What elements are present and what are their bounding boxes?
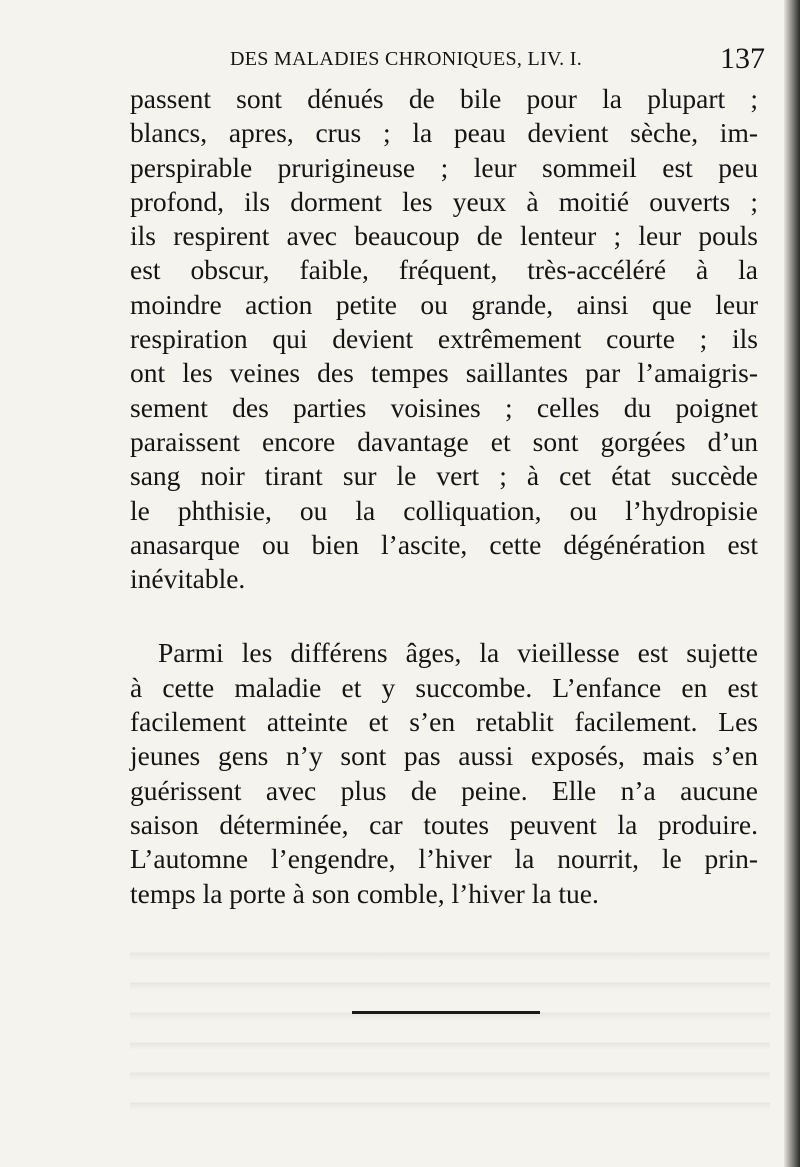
text-line: saison déterminée, car toutes peuvent la produire. — [130, 808, 758, 840]
running-title: DES MALADIES CHRONIQUES, LIV. I. — [230, 48, 583, 70]
page-edge-shadow — [784, 0, 800, 1167]
text-line: perspirable prurigineuse ; leur sommeil est peu — [130, 151, 758, 183]
text-line: passent sont dénués de bile pour la plupart ; — [130, 83, 758, 114]
text-line: temps la porte à son comble, l’hiver la tue. — [130, 877, 599, 909]
text-line: anasarque ou bien l’ascite, cette dégénération est — [130, 528, 758, 560]
text-line: facilement atteinte et s’en retablit facilement. Les — [130, 706, 758, 738]
footnote-rule — [352, 1011, 540, 1014]
page-number: 137 — [720, 42, 765, 75]
text-line: est obscur, faible, fréquent, très-accéléré à la — [130, 254, 758, 286]
text-line: jeunes gens n’y sont pas aussi exposés, mais s’en — [130, 740, 758, 772]
text-line: blancs, apres, crus ; la peau devient sèche, im- — [130, 117, 758, 149]
paragraph-2 — [130, 636, 758, 910]
page-header — [230, 42, 765, 80]
paragraph-1 — [130, 82, 758, 596]
text-line: L’automne l’engendre, l’hiver la nourrit, le prin- — [130, 843, 758, 875]
text-line: profond, ils dorment les yeux à moitié ouverts ; — [130, 185, 758, 217]
text-line: respiration qui devient extrêmement courte ; ils — [130, 323, 758, 355]
bleed-through-texture — [130, 930, 770, 1130]
text-line: Parmi les différens âges, la vieillesse est sujette — [158, 637, 758, 669]
text-line: sement des parties voisines ; celles du poignet — [130, 391, 758, 423]
text-line: moindre action petite ou grande, ainsi que leur — [130, 288, 758, 320]
text-line: inévitable. — [130, 563, 246, 595]
text-line: guérissent avec plus de peine. Elle n’a aucune — [130, 774, 758, 806]
text-line: à cette maladie et y succombe. L’enfance en est — [130, 671, 758, 703]
body-text — [130, 82, 758, 911]
text-line: ils respirent avec beaucoup de lenteur ; leur pouls — [130, 220, 758, 252]
text-line: ont les veines des tempes saillantes par l’amaigris- — [130, 357, 758, 389]
text-line: paraissent encore davantage et sont gorgées d’un — [130, 425, 758, 457]
text-line: sang noir tirant sur le vert ; à cet état succède — [130, 460, 758, 492]
paragraph-gap — [130, 596, 758, 636]
text-line: le phthisie, ou la colliquation, ou l’hydropisie — [130, 494, 758, 526]
